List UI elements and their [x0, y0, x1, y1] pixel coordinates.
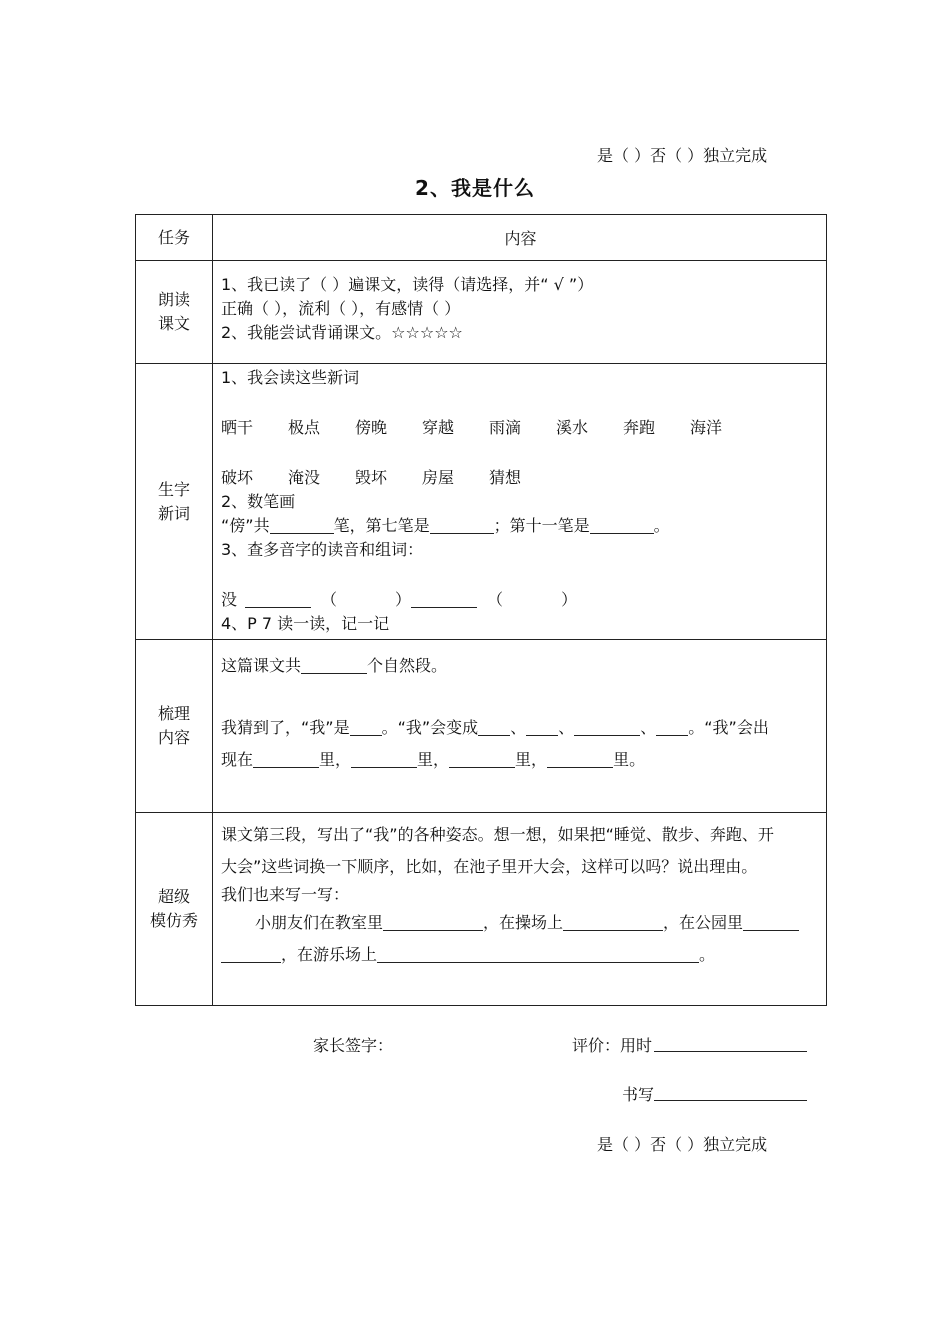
- row-imitation: [136, 813, 827, 1006]
- task-imitation-line1: 超级: [157, 887, 190, 906]
- content-imitation: [213, 813, 827, 1006]
- stroke-count-title: 2、数笔画: [221, 492, 296, 511]
- blank-become-1[interactable]: [478, 719, 510, 736]
- row-new-words: [136, 364, 827, 640]
- blank-place-1[interactable]: [253, 751, 319, 768]
- bottom-completion-status: 是（ ）否（ ）独立完成: [597, 1135, 768, 1154]
- blank-classroom[interactable]: [383, 914, 483, 931]
- word: 傍晚: [355, 418, 388, 437]
- word: 极点: [288, 418, 321, 437]
- imitation-write-line-2: [221, 939, 820, 971]
- separator: 、: [558, 718, 575, 737]
- separator: 、: [640, 718, 657, 737]
- task-reading-line2: 课文: [157, 314, 190, 333]
- task-new-words-line2: 新词: [157, 503, 190, 523]
- guess-line: [221, 712, 820, 744]
- imitation-prompt: 我们也来写一写：: [221, 885, 350, 904]
- paren-close-2: ）: [561, 590, 578, 609]
- reading-line-2: 正确（ ），流利（ ），有感情（ ）: [221, 299, 461, 318]
- write-amusement-park: ，在游乐场上: [281, 945, 378, 964]
- word: 海洋: [690, 418, 723, 437]
- top-completion-status: 是（ ）否（ ）独立完成: [597, 146, 768, 165]
- polyphone-title: 3、查多音字的读音和组词：: [221, 540, 424, 559]
- evaluation-time-blank[interactable]: [654, 1033, 807, 1052]
- words-row-1: [221, 416, 820, 440]
- paragraph-count-suffix: 个自然段。: [367, 656, 448, 675]
- task-imitation: [136, 813, 213, 1006]
- polyphone-line: [221, 588, 820, 612]
- task-sort-line1: 梳理: [157, 704, 190, 723]
- imitation-question-2: 大会”这些词换一下顺序，比如，在池子里开大会，这样可以吗？说出理由。: [221, 857, 758, 876]
- appear-line: [221, 744, 820, 776]
- li-2: 里，: [417, 750, 450, 769]
- li-end: 里。: [613, 750, 646, 769]
- separator: 、: [510, 718, 527, 737]
- stroke-count-line: [221, 514, 820, 538]
- guess-prefix: 我猜到了，“我”是: [221, 718, 350, 737]
- words-row-2: [221, 466, 820, 490]
- blank-park-a[interactable]: [743, 914, 799, 931]
- parent-signature-label: 家长签字：: [313, 1036, 394, 1055]
- write-playground: ，在操场上: [483, 913, 564, 932]
- blank-place-2[interactable]: [351, 751, 417, 768]
- task-imitation-line2: 模仿秀: [149, 911, 198, 930]
- guess-mid: 。“我”会变成: [381, 718, 479, 737]
- header-task: 任务: [136, 215, 213, 261]
- content-sort: [213, 640, 827, 813]
- evaluation-time-label: 评价：用时: [572, 1036, 653, 1055]
- guess-suffix: 。“我”会出: [688, 718, 769, 737]
- content-new-words: [213, 364, 827, 640]
- li-3: 里，: [515, 750, 548, 769]
- blank-seventh-stroke[interactable]: [430, 517, 494, 534]
- word: 淹没: [288, 468, 321, 487]
- stroke-count-mid2: ；第十一笔是: [493, 516, 590, 535]
- blank-become-3[interactable]: [574, 719, 640, 736]
- write-classroom: 小朋友们在教室里: [255, 913, 384, 932]
- paren-open-2: （: [487, 590, 504, 609]
- word: 穿越: [422, 418, 455, 437]
- page-title: 2、我是什么: [415, 176, 535, 200]
- paragraph-count-prefix: 这篇课文共: [221, 656, 302, 675]
- write-end: 。: [699, 945, 716, 964]
- blank-playground[interactable]: [563, 914, 663, 931]
- imitation-write-line-1: [221, 907, 820, 939]
- word: 奔跑: [623, 418, 656, 437]
- blank-park-b[interactable]: [221, 946, 281, 963]
- task-reading-line1: 朗读: [157, 290, 190, 309]
- stroke-count-end: 。: [653, 516, 670, 535]
- polyphone-char: 没: [221, 590, 238, 609]
- p7-line: 4、P 7 读一读，记一记: [221, 614, 390, 633]
- table-header-row: [136, 215, 827, 261]
- row-reading: [136, 261, 827, 364]
- word: 晒干: [221, 418, 254, 437]
- word: 房屋: [422, 468, 455, 487]
- li-1: 里，: [319, 750, 352, 769]
- stroke-count-mid: 笔，第七笔是: [333, 516, 430, 535]
- reading-line-3: 2、我能尝试背诵课文。☆☆☆☆☆: [221, 323, 463, 342]
- blank-become-2[interactable]: [526, 719, 558, 736]
- blank-paragraph-count[interactable]: [301, 657, 367, 674]
- header-content-label: 内容: [504, 229, 537, 248]
- word: 溪水: [556, 418, 589, 437]
- word: 破坏: [221, 468, 254, 487]
- content-reading: [213, 261, 827, 364]
- blank-amusement-park[interactable]: [377, 946, 699, 963]
- blank-pinyin-2[interactable]: [411, 591, 477, 608]
- blank-what-am-i[interactable]: [350, 719, 382, 736]
- row-sort-content: [136, 640, 827, 813]
- appear-prefix: 现在: [221, 750, 254, 769]
- blank-place-4[interactable]: [547, 751, 613, 768]
- worksheet-table: [135, 214, 827, 1006]
- task-new-words-line1: 生字: [157, 479, 190, 499]
- task-sort-line2: 内容: [157, 728, 190, 747]
- words-intro: 1、我会读这些新词: [221, 368, 360, 387]
- task-reading: [136, 261, 213, 364]
- blank-pinyin-1[interactable]: [245, 591, 311, 608]
- blank-eleventh-stroke[interactable]: [590, 517, 654, 534]
- write-park: ，在公园里: [663, 913, 744, 932]
- word: 猜想: [489, 468, 522, 487]
- writing-blank[interactable]: [654, 1082, 807, 1101]
- paren-open-1: （: [321, 590, 338, 609]
- imitation-question-1: 课文第三段，写出了“我”的各种姿态。想一想，如果把“睡觉、散步、奔跑、开: [221, 825, 774, 844]
- paragraph-count-line: [221, 654, 820, 678]
- blank-become-4[interactable]: [656, 719, 688, 736]
- writing-label: 书写: [622, 1085, 655, 1104]
- blank-stroke-total[interactable]: [270, 517, 334, 534]
- paren-close-1: ）: [395, 590, 412, 609]
- word: 毁坏: [355, 468, 388, 487]
- task-sort-content: [136, 640, 213, 813]
- header-content: [213, 215, 827, 261]
- task-new-words: [136, 364, 213, 640]
- reading-line-1: 1、我已读了（ ）遍课文，读得（请选择，并“ √ ”）: [221, 275, 594, 294]
- stroke-count-prefix: “傍”共: [221, 516, 270, 535]
- blank-place-3[interactable]: [449, 751, 515, 768]
- word: 雨滴: [489, 418, 522, 437]
